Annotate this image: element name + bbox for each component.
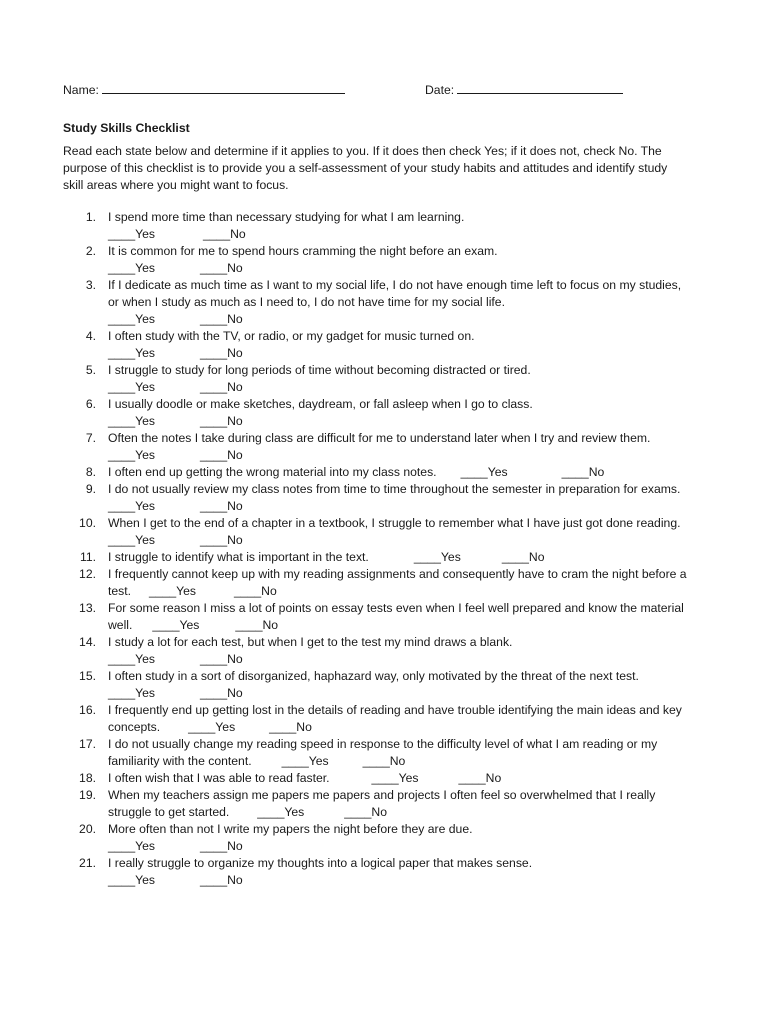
item-number: 20. [79, 822, 96, 836]
question-text [108, 804, 713, 821]
name-label: Name: [63, 83, 99, 97]
question-text [108, 668, 713, 685]
question-text [108, 209, 713, 226]
checklist-item [63, 243, 713, 277]
item-number: 2. [85, 244, 96, 258]
question-line: I do not usually review my class notes from time to time throughout the semester in preparation for exams. [108, 482, 681, 496]
question-line: I often study in a sort of disorganized, haphazard way, only motivated by the threat of the next test. [108, 669, 639, 683]
question-line: I struggle to identify what is important in the text. [108, 550, 369, 564]
no-checkbox-blank[interactable]: ____No [362, 754, 406, 768]
question-text [108, 787, 713, 804]
item-number: 16. [79, 703, 96, 717]
answer-row [108, 379, 713, 396]
yes-checkbox-blank[interactable]: ____Yes [108, 533, 155, 547]
checklist-item [63, 702, 713, 736]
question-line: More often than not I write my papers the night before they are due. [108, 822, 473, 836]
question-line: I usually doodle or make sketches, daydream, or fall asleep when I go to class. [108, 397, 533, 411]
page-title: Study Skills Checklist [63, 121, 190, 135]
checklist-item [63, 396, 713, 430]
date-field[interactable] [425, 82, 623, 99]
yes-checkbox-blank[interactable]: ____Yes [108, 261, 155, 275]
yes-checkbox-blank[interactable]: ____Yes [281, 754, 329, 768]
no-checkbox-blank[interactable]: ____No [200, 839, 243, 853]
question-line: I really struggle to organize my thoughts into a logical paper that makes sense. [108, 856, 533, 870]
question-text [108, 566, 713, 583]
question-text [108, 634, 713, 651]
item-number: 8. [85, 465, 96, 479]
yes-checkbox-blank[interactable]: ____Yes [152, 618, 200, 632]
yes-checkbox-blank[interactable]: ____Yes [108, 227, 155, 241]
answer-row [108, 685, 713, 702]
question-text [108, 753, 713, 770]
question-line: familiarity with the content. [108, 754, 252, 768]
item-number: 4. [85, 329, 96, 343]
intro-line: Read each state below and determine if it applies to you. If it does then check Yes; if it does not, check No. The [63, 144, 662, 158]
item-number: 9. [85, 482, 96, 496]
question-line: I study a lot for each test, but when I get to the test my mind draws a blank. [108, 635, 513, 649]
intro-paragraph [63, 143, 713, 194]
no-checkbox-blank[interactable]: ____No [200, 312, 243, 326]
question-line: I often end up getting the wrong material into my class notes. [108, 465, 437, 479]
question-text [108, 736, 713, 753]
question-text [108, 770, 713, 787]
question-line: When I get to the end of a chapter in a textbook, I struggle to remember what I have just got done reading. [108, 516, 681, 530]
yes-checkbox-blank[interactable]: ____Yes [108, 839, 155, 853]
question-line: It is common for me to spend hours cramming the night before an exam. [108, 244, 498, 258]
item-number: 6. [85, 397, 96, 411]
question-line: I frequently end up getting lost in the details of reading and have trouble identifying the main ideas and key [108, 703, 682, 717]
question-line: For some reason I miss a lot of points on essay tests even when I feel well prepared and know the material [108, 601, 684, 615]
question-line: I often study with the TV, or radio, or my gadget for music turned on. [108, 329, 475, 343]
item-number: 11. [79, 550, 96, 564]
no-checkbox-blank[interactable]: ____No [200, 533, 243, 547]
answer-row [108, 345, 713, 362]
intro-line: skill areas where you might want to focus. [63, 178, 289, 192]
item-number: 7. [85, 431, 96, 445]
question-text [108, 243, 713, 260]
no-checkbox-blank[interactable]: ____No [200, 380, 243, 394]
date-blank-line[interactable] [457, 82, 623, 94]
item-number: 5. [85, 363, 96, 377]
checklist-item [63, 362, 713, 396]
question-line: concepts. [108, 720, 161, 734]
question-line: I often wish that I was able to read faster. [108, 771, 330, 785]
question-line: well. [108, 618, 133, 632]
no-checkbox-blank[interactable]: ____No [458, 771, 502, 785]
no-checkbox-blank[interactable]: ____No [344, 805, 387, 819]
checklist-item [63, 209, 713, 243]
checklist-item [63, 770, 713, 787]
question-line: struggle to get started. [108, 805, 230, 819]
item-number: 3. [85, 278, 96, 292]
question-line: test. [108, 584, 132, 598]
question-text [108, 821, 713, 838]
answer-row [108, 498, 713, 515]
answer-row [108, 311, 713, 328]
yes-checkbox-blank[interactable]: ____Yes [460, 465, 508, 479]
checklist-item [63, 600, 713, 634]
question-text [108, 277, 713, 294]
item-number: 13. [79, 601, 96, 615]
question-text [108, 362, 713, 379]
yes-checkbox-blank[interactable]: ____Yes [108, 312, 155, 326]
question-line: or when I study as much as I need to, I do not have time for my social life. [108, 295, 505, 309]
checklist-item [63, 821, 713, 855]
item-number: 15. [79, 669, 96, 683]
name-field[interactable] [63, 82, 345, 99]
question-line: Often the notes I take during class are difficult for me to understand later when I try and review them. [108, 431, 651, 445]
no-checkbox-blank[interactable]: ____No [561, 465, 605, 479]
yes-checkbox-blank[interactable]: ____Yes [108, 346, 155, 360]
question-line: I do not usually change my reading speed in response to the difficulty level of what I am reading or my [108, 737, 658, 751]
answer-row [108, 413, 713, 430]
item-number: 12. [79, 567, 96, 581]
checklist-item [63, 481, 713, 515]
yes-checkbox-blank[interactable]: ____Yes [257, 805, 305, 819]
yes-checkbox-blank[interactable]: ____Yes [108, 652, 155, 666]
question-line: If I dedicate as much time as I want to my social life, I do not have enough time left to focus on my studies, [108, 278, 682, 292]
yes-checkbox-blank[interactable]: ____Yes [371, 771, 419, 785]
item-number: 18. [79, 771, 96, 785]
no-checkbox-blank[interactable]: ____No [269, 720, 312, 734]
item-number: 19. [79, 788, 96, 802]
yes-checkbox-blank[interactable]: ____Yes [413, 550, 461, 564]
intro-line: purpose of this checklist is to provide you a self-assessment of your study habits and attitudes and identify study [63, 161, 668, 175]
no-checkbox-blank[interactable]: ____No [234, 584, 277, 598]
no-checkbox-blank[interactable]: ____No [200, 448, 243, 462]
yes-checkbox-blank[interactable]: ____Yes [108, 873, 155, 887]
yes-checkbox-blank[interactable]: ____Yes [188, 720, 236, 734]
checklist-item [63, 549, 713, 566]
question-line: I frequently cannot keep up with my reading assignments and consequently have to cram the night before a [108, 567, 687, 581]
question-text [108, 702, 713, 719]
yes-checkbox-blank[interactable]: ____Yes [108, 499, 155, 513]
header-row [63, 82, 713, 102]
yes-checkbox-blank[interactable]: ____Yes [108, 414, 155, 428]
answer-row [108, 872, 713, 889]
checklist-item [63, 328, 713, 362]
question-text [108, 617, 713, 634]
no-checkbox-blank[interactable]: ____No [200, 346, 243, 360]
question-text [108, 719, 713, 736]
question-text [108, 600, 713, 617]
checklist-item [63, 787, 713, 821]
checklist-item [63, 736, 713, 770]
question-text [108, 583, 713, 600]
question-text [108, 430, 713, 447]
checklist-item [63, 855, 713, 889]
question-text [108, 549, 713, 566]
item-number: 1. [85, 210, 96, 224]
no-checkbox-blank[interactable]: ____No [501, 550, 545, 564]
question-text [108, 396, 713, 413]
question-text [108, 328, 713, 345]
no-checkbox-blank[interactable]: ____No [235, 618, 279, 632]
item-number: 10. [79, 516, 96, 530]
question-line: I struggle to study for long periods of time without becoming distracted or tired. [108, 363, 531, 377]
checklist-item [63, 464, 713, 481]
yes-checkbox-blank[interactable]: ____Yes [108, 448, 155, 462]
yes-checkbox-blank[interactable]: ____Yes [108, 380, 155, 394]
no-checkbox-blank[interactable]: ____No [203, 227, 246, 241]
no-checkbox-blank[interactable]: ____No [200, 499, 243, 513]
yes-checkbox-blank[interactable]: ____Yes [108, 686, 155, 700]
yes-checkbox-blank[interactable]: ____Yes [149, 584, 197, 598]
name-blank-line[interactable] [102, 82, 345, 94]
no-checkbox-blank[interactable]: ____No [200, 261, 243, 275]
checklist-item [63, 515, 713, 549]
question-text [108, 464, 713, 481]
answer-row [108, 838, 713, 855]
checklist-item [63, 277, 713, 328]
worksheet-page [63, 82, 713, 889]
checklist-item [63, 430, 713, 464]
question-text [108, 515, 713, 532]
answer-row [108, 532, 713, 549]
item-number: 14. [79, 635, 96, 649]
no-checkbox-blank[interactable]: ____No [200, 873, 243, 887]
answer-row [108, 447, 713, 464]
item-number: 21. [79, 856, 96, 870]
item-number: 17. [79, 737, 96, 751]
answer-row [108, 260, 713, 277]
no-checkbox-blank[interactable]: ____No [200, 414, 243, 428]
checklist-item [63, 566, 713, 600]
answer-row [108, 651, 713, 668]
question-line: When my teachers assign me papers me papers and projects I often feel so overwhelmed that I really [108, 788, 656, 802]
checklist-item [63, 668, 713, 702]
question-text [108, 855, 713, 872]
question-line: I spend more time than necessary studying for what I am learning. [108, 210, 465, 224]
no-checkbox-blank[interactable]: ____No [200, 686, 243, 700]
checklist-item [63, 634, 713, 668]
no-checkbox-blank[interactable]: ____No [200, 652, 243, 666]
date-label: Date: [425, 83, 455, 97]
question-text [108, 294, 713, 311]
answer-row [108, 226, 713, 243]
checklist [63, 209, 713, 889]
question-text [108, 481, 713, 498]
